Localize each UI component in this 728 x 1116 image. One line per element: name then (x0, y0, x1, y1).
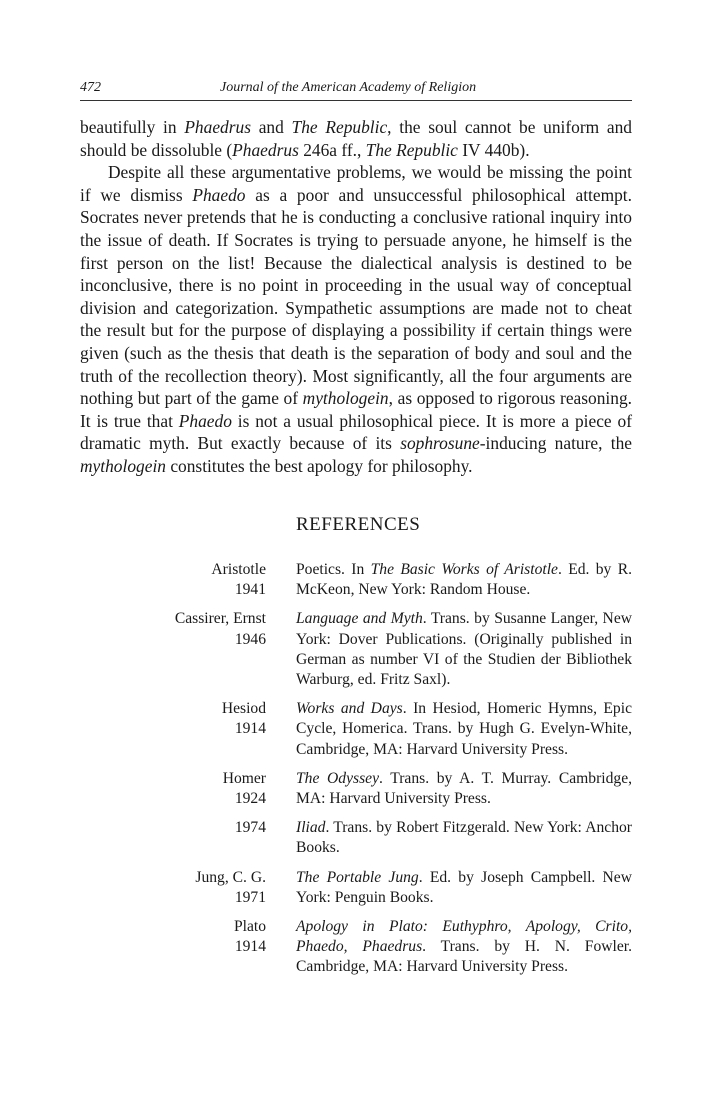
italic-title: Works and Days (296, 700, 403, 718)
text-run: . Trans. by Susanne Langer, New York: Dover Publications. (Originally published in German as number VI of the Studien der Bibliothek Warburg, ed. Fritz Saxl). (296, 610, 632, 689)
references-heading: REFERENCES (296, 514, 421, 535)
italic-term: mythologein (80, 455, 166, 476)
reference-author-year (80, 560, 266, 600)
italic-title: Language and Myth (296, 610, 423, 628)
reference-entry (80, 699, 632, 760)
italic-title: The Republic (365, 139, 458, 160)
reference-author-year (80, 699, 266, 760)
reference-citation (296, 917, 632, 978)
text-run: . Trans. by A. T. Murray. Cambridge, MA: Harvard University Press. (296, 769, 633, 808)
text-run: beautifully in (80, 117, 185, 137)
reference-entry (80, 560, 632, 600)
reference-citation (296, 818, 632, 858)
text-run: . Ed. by R. McKeon, New York: Random House. (296, 561, 632, 599)
text-run: , as opposed to rigorous reasoning. It is true that (80, 388, 632, 431)
reference-citation (296, 609, 632, 690)
reference-entry (80, 917, 632, 978)
text-run: Poetics. In (296, 561, 371, 578)
text-run: and (250, 117, 292, 137)
italic-title: Phaedo (178, 410, 232, 431)
reference-year: 1914 (234, 938, 266, 956)
reference-year: 1974 (234, 819, 266, 837)
reference-citation (296, 699, 632, 760)
reference-citation (296, 560, 632, 600)
text-run: constitutes the best apology for philosophy. (165, 455, 473, 476)
reference-author-year (80, 868, 266, 908)
italic-title: Iliad (296, 819, 326, 837)
body-text (80, 116, 632, 478)
running-head (80, 78, 632, 101)
text-run: , the soul cannot be uniform and should be dissoluble ( (80, 117, 632, 160)
reference-entry (80, 818, 632, 858)
page (80, 0, 632, 1116)
reference-year: 1924 (234, 790, 266, 808)
reference-author-year (80, 818, 266, 858)
text-run: . Trans. by Robert Fitzgerald. New York: Anchor Books. (296, 819, 632, 857)
text-run: is not a usual philosophical piece. It is more a piece of dramatic myth. But exactly because of its (80, 410, 632, 454)
journal-title: Journal of the American Academy of Religion (220, 80, 477, 95)
paragraph (80, 161, 632, 477)
italic-title: Apology in Plato: Euthyphro, Apology, Crito, Phaedo, Phaedrus (296, 918, 632, 956)
italic-title: Phaedrus (232, 139, 299, 160)
reference-entry (80, 868, 632, 908)
italic-title: The Portable Jung (296, 868, 419, 886)
italic-title: Phaedrus (184, 117, 251, 137)
text-run: . In Hesiod, Homeric Hymns, Epic Cycle, Homerica. Trans. by Hugh G. Evelyn-White, Cambridge, MA: Harvard University Press. (296, 700, 632, 758)
reference-author: Aristotle (211, 561, 266, 578)
paragraph (80, 116, 632, 161)
references-list (80, 560, 632, 987)
reference-author: Hesiod (221, 700, 266, 718)
italic-title: Phaedo (192, 184, 246, 205)
reference-citation (296, 769, 632, 809)
text-run: as a poor and unsuccessful philosophical attempt. Socrates never pretends that he is conducting a conclusive rational inquiry into the issue of death. If Socrates is trying to persuade anyone, he himself is the first person on the list! Because the dialectical analysis is destined to be inconclusive, there is no point in proceeding in the usual way of conceptual division and categorization. Sympathetic assumptions are made not to cheat the result but for the purpose of displaying a possibility if certain things were given (such as the thesis that death is the separation of body and soul and the truth of the recollection theory). Most significantly, all the four arguments are nothing but part of the game of (80, 184, 632, 409)
italic-term: sophrosune (400, 433, 480, 454)
italic-term: mythologein (302, 388, 389, 409)
reference-author-year (80, 917, 266, 978)
text-run: 246a ff., (298, 139, 366, 160)
text-run: -inducing nature, the (479, 433, 633, 454)
page-number: 472 (80, 80, 101, 95)
italic-title: The Republic (291, 117, 388, 137)
text-run: IV 440b). (457, 139, 530, 160)
reference-year: 1941 (234, 581, 266, 599)
reference-author: Cassirer, Ernst (174, 610, 266, 628)
reference-author: Homer (222, 769, 266, 787)
italic-title: The Odyssey (296, 769, 379, 787)
reference-entry (80, 769, 632, 809)
text-run: . Trans. by H. N. Fowler. Cambridge, MA: Harvard University Press. (296, 938, 633, 976)
reference-year: 1914 (234, 720, 266, 738)
reference-author-year (80, 609, 266, 690)
reference-entry (80, 609, 632, 690)
text-run: Despite all these argumentative problems, we would be missing the point if we dismiss (80, 162, 632, 205)
reference-author-year (80, 769, 266, 809)
text-run: . Ed. by Joseph Campbell. New York: Penguin Books. (296, 868, 632, 906)
reference-author: Jung, C. G. (195, 868, 266, 886)
reference-citation (296, 868, 632, 908)
reference-year: 1971 (234, 888, 266, 906)
reference-author: Plato (233, 918, 266, 936)
italic-title: The Basic Works of Aristotle (370, 561, 558, 578)
reference-year: 1946 (234, 630, 266, 648)
